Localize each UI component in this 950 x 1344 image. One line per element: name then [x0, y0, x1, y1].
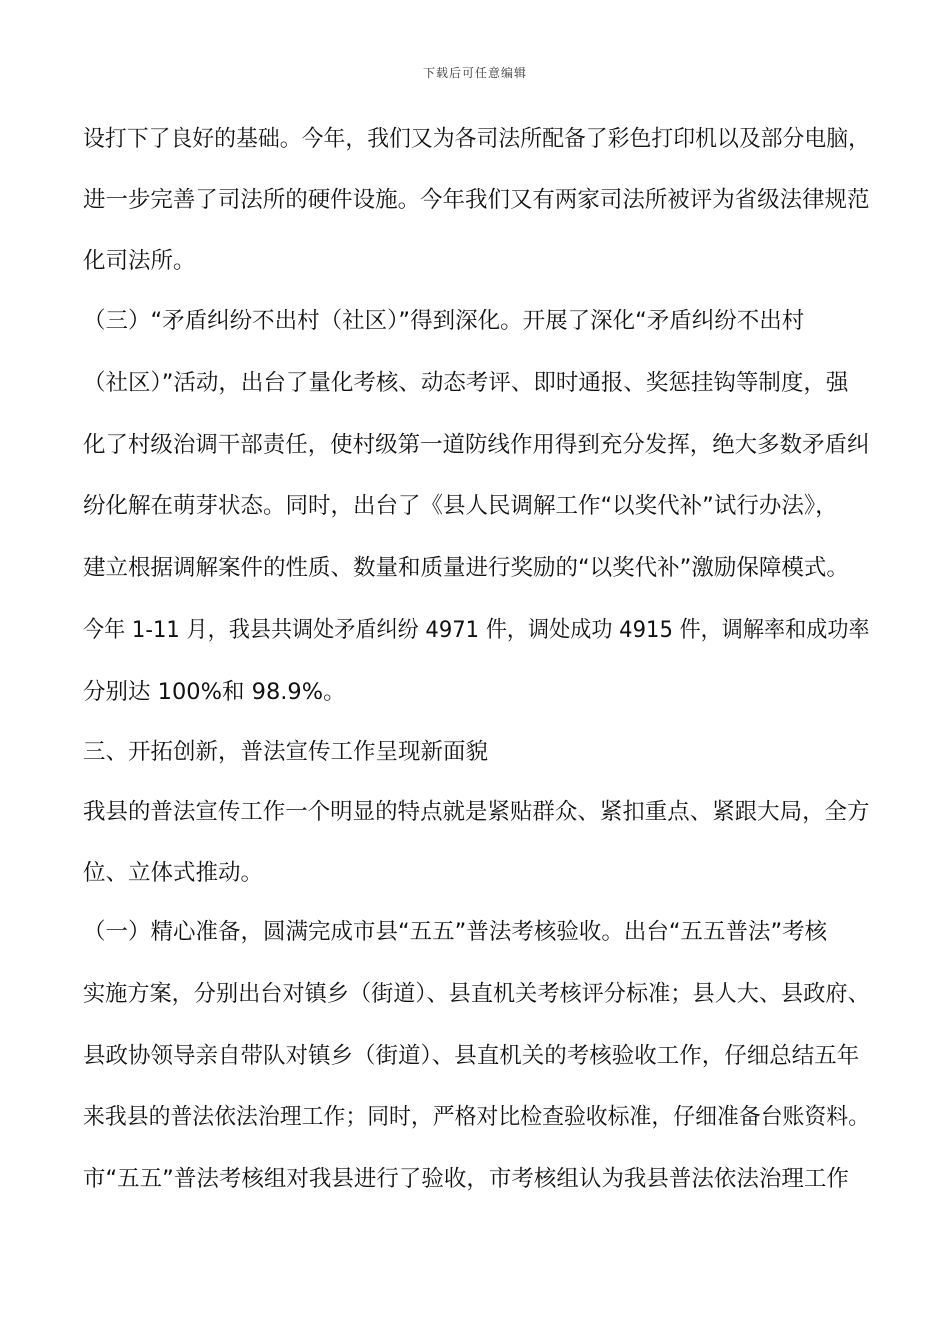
section-heading: 三、开拓创新，普法宣传工作呈现新面貌 [83, 739, 489, 765]
section-heading: （一）精心准备，圆满完成市县“五五”普法考核验收。出台“五五普法”考核 [83, 919, 828, 945]
text-line: 分别达 100%和 98.9%。 [83, 679, 346, 705]
text-line: 纷化解在萌芽状态。同时，出台了《县人民调解工作“以奖代补”试行办法》， [83, 493, 838, 519]
section-heading: （三）“矛盾纠纷不出村（社区）”得到深化。开展了深化“矛盾纠纷不出村 [83, 308, 805, 334]
text-line: 实施方案，分别出台对镇乡（街道）、县直机关考核评分标准；县人大、县政府、 [83, 981, 870, 1007]
text-line: 我县的普法宣传工作一个明显的特点就是紧贴群众、紧扣重点、紧跟大局，全方 [83, 799, 870, 825]
text-line: 化了村级治调干部责任，使村级第一道防线作用得到充分发挥，绝大多数矛盾纠 [83, 432, 870, 458]
text-line: 市“五五”普法考核组对我县进行了验收，市考核组认为我县普法依法治理工作 [83, 1166, 849, 1192]
text-line: 今年 1-11 月，我县共调处矛盾纠纷 4971 件，调处成功 4915 件，调解率和成功率 [83, 617, 870, 643]
text-line: 来我县的普法依法治理工作；同时，严格对比检查验收标准，仔细准备台账资料。 [83, 1104, 871, 1130]
text-line: 县政协领导亲自带队对镇乡（街道）、县直机关的考核验收工作，仔细总结五年 [83, 1043, 860, 1069]
text-line: 进一步完善了司法所的硬件设施。今年我们又有两家司法所被评为省级法律规范 [83, 187, 870, 213]
text-line: 位、立体式推动。 [83, 860, 264, 886]
text-line: 设打下了良好的基础。今年，我们又为各司法所配备了彩色打印机以及部分电脑， [83, 126, 871, 152]
text-line: 建立根据调解案件的性质、数量和质量进行奖励的“以奖代补”激励保障模式。 [83, 555, 849, 581]
text-line: （社区）”活动，出台了量化考核、动态考评、即时通报、奖惩挂钩等制度，强 [83, 370, 849, 396]
text-line: 化司法所。 [83, 248, 196, 274]
page-header: 下载后可任意编辑 [422, 66, 527, 80]
